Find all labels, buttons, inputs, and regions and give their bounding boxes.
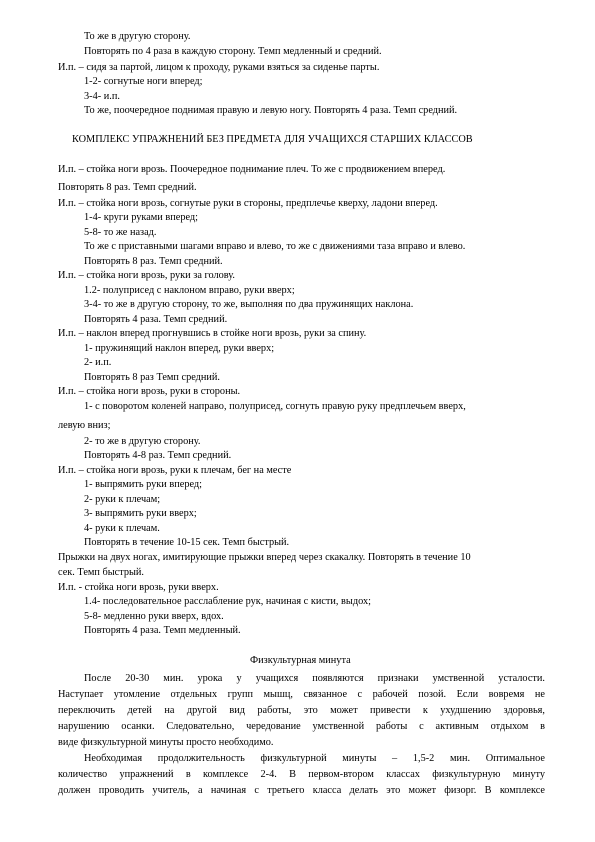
text-line: КОМПЛЕКС УПРАЖНЕНИЙ БЕЗ ПРЕДМЕТА ДЛЯ УЧАЩИХСЯ СТАРШИХ КЛАССОВ — [72, 134, 473, 145]
text-line: Повторять 8 раз. Темп средний. — [58, 182, 197, 193]
paragraph-line: должен проводить учитель, а начиная с третьего класса делать это может физорг. В комплексе — [58, 785, 545, 796]
paragraph-line: количество упражнений в комплексе 2-4. В первом-втором классах физкультурную минуту — [58, 769, 545, 780]
text-line: 5-8- медленно руки вверх, вдох. — [84, 611, 224, 622]
text-line: И.п. – стойка ноги врозь, руки за голову. — [58, 270, 235, 281]
text-line: 1- с поворотом коленей направо, полуприсед, согнуть правую руку предплечьем вверх, — [84, 401, 466, 412]
text-line: И.п. – стойка ноги врозь, руки в стороны. — [58, 386, 241, 397]
text-line: 2- то же в другую сторону. — [84, 436, 201, 447]
text-line: 1- выпрямить руки вперед; — [84, 479, 202, 490]
text-line: 1.4- последовательное расслабление рук, начиная с кисти, выдох; — [84, 596, 371, 607]
paragraph-line: нарушению осанки. Следовательно, чередование умственной работы с активным отдыхом в — [58, 721, 545, 732]
text-line: 1-2- согнутые ноги вперед; — [84, 76, 203, 87]
text-line: 1-4- круги руками вперед; — [84, 212, 199, 223]
text-line: Повторять в течение 10-15 сек. Темп быстрый. — [84, 537, 290, 548]
text-line: И.п. - стойка ноги врозь, руки вверх. — [58, 582, 219, 593]
paragraph-line: Наступает утомление отдельных групп мышц, связанное с рабочей позой. Если вовремя не — [58, 689, 545, 700]
paragraph-line: виде физкультурной минуты просто необходимо. — [58, 737, 274, 748]
text-line: Повторять по 4 раза в каждую сторону. Темп медленный и средний. — [84, 46, 382, 57]
text-line: И.п. – стойка ноги врозь, согнутые руки в стороны, предплечье кверху, ладони вперед. — [58, 198, 438, 209]
paragraph-line: Необходимая продолжительность физкультурной минуты – 1,5-2 мин. Оптимальное — [84, 753, 545, 764]
text-line: 4- руки к плечам. — [84, 523, 160, 534]
text-line: 5-8- то же назад. — [84, 227, 157, 238]
text-line: Повторять 8 раз Темп средний. — [84, 372, 221, 383]
text-line: И.п. – стойка ноги врозь, руки к плечам, бег на месте — [58, 465, 292, 476]
text-line: То же с приставными шагами вправо и влево, то же с движениями таза вправо и влево. — [84, 241, 466, 252]
text-line: Физкультурная минута — [250, 655, 351, 666]
text-line: То же, поочередное поднимая правую и левую ногу. Повторять 4 раза. Темп средний. — [84, 105, 458, 116]
text-line: Повторять 4 раза. Темп средний. — [84, 314, 228, 325]
text-line: То же в другую сторону. — [84, 31, 191, 42]
text-line: 1.2- полуприсед с наклоном вправо, руки вверх; — [84, 285, 295, 296]
text-line: Повторять 8 раз. Темп средний. — [84, 256, 223, 267]
text-line: 3-4- то же в другую сторону, то же, выполняя по два пружинящих наклона. — [84, 299, 414, 310]
text-line: Повторять 4-8 раз. Темп средний. — [84, 450, 232, 461]
text-line: 3-4- и.п. — [84, 91, 120, 102]
text-line: Прыжки на двух ногах, имитирующие прыжки вперед через скакалку. Повторять в течение 10 — [58, 552, 471, 563]
text-line: сек. Темп быстрый. — [58, 567, 144, 578]
text-line: Повторять 4 раза. Темп медленный. — [84, 625, 241, 636]
paragraph-line: переключить детей на другой вид работы, это может привести к ухудшению здоровья, — [58, 705, 545, 716]
text-line: 1- пружинящий наклон вперед, руки вверх; — [84, 343, 275, 354]
text-line: 2- руки к плечам; — [84, 494, 161, 505]
paragraph-line: После 20-30 мин. урока у учащихся появляются признаки умственной усталости. — [84, 673, 545, 684]
text-line: 3- выпрямить руки вверх; — [84, 508, 197, 519]
text-line: И.п. – сидя за партой, лицом к проходу, руками взяться за сиденье парты. — [58, 62, 380, 73]
text-line: левую вниз; — [58, 420, 111, 431]
text-line: И.п. – наклон вперед прогнувшись в стойке ноги врозь, руки за спину. — [58, 328, 367, 339]
text-line: И.п. – стойка ноги врозь. Поочередное поднимание плеч. То же с продвижением вперед. — [58, 164, 446, 175]
text-line: 2- и.п. — [84, 357, 112, 368]
